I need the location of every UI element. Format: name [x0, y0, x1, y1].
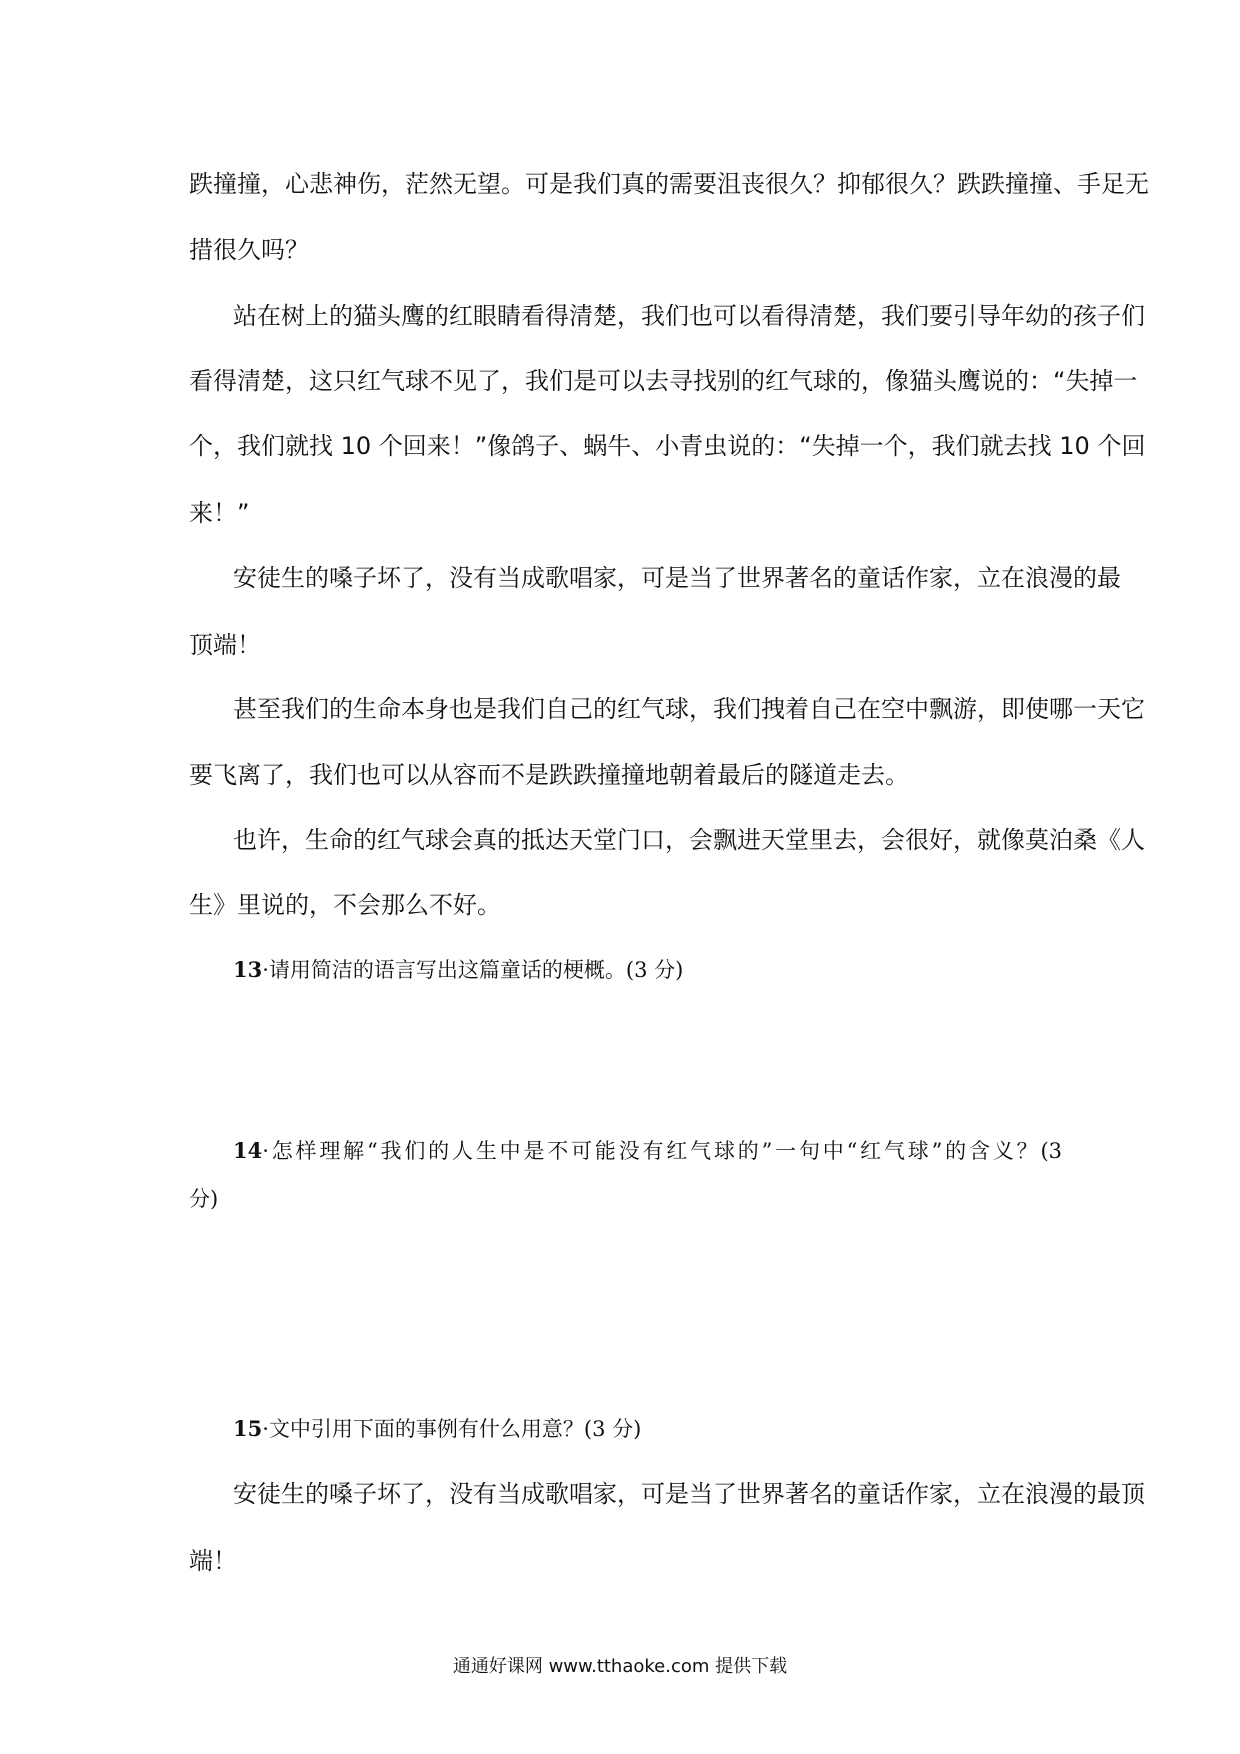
passage-line: 顶端！ [189, 631, 261, 659]
question-number: 13 [233, 957, 263, 982]
question-text: ·怎样理解“我们的人生中是不可能没有红气球的”一句中“红气球”的含义？(3 [262, 1139, 1062, 1163]
passage-line: 也许，生命的红气球会真的抵达天堂门口，会飘进天堂里去，会很好，就像莫泊桑《人 [233, 826, 1145, 854]
passage-line: 甚至我们的生命本身也是我们自己的红气球，我们拽着自己在空中飘游，即使哪一天它 [233, 695, 1145, 723]
passage-line: 安徒生的嗓子坏了，没有当成歌唱家，可是当了世界著名的童话作家，立在浪漫的最 [233, 564, 1121, 592]
passage-line: 措很久吗？ [189, 236, 309, 264]
question-text: 分) [189, 1187, 219, 1211]
question-number: 15 [233, 1416, 263, 1441]
passage-line: 看得清楚，这只红气球不见了，我们是可以去寻找别的红气球的，像猫头鹰说的：“失掉一 [189, 367, 1138, 395]
passage-line: 来！” [189, 499, 250, 527]
quote-line: 安徒生的嗓子坏了，没有当成歌唱家，可是当了世界著名的童话作家，立在浪漫的最顶 [233, 1480, 1145, 1508]
footer-watermark: 通通好课网 www.tthaoke.com 提供下载 [452, 1656, 788, 1677]
passage-line: 生》里说的，不会那么不好。 [189, 891, 501, 919]
passage-line: 跌撞撞，心悲神伤，茫然无望。可是我们真的需要沮丧很久？抑郁很久？跌跌撞撞、手足无 [189, 170, 1149, 198]
passage-line: 站在树上的猫头鹰的红眼睛看得清楚，我们也可以看得清楚，我们要引导年幼的孩子们 [233, 302, 1145, 330]
question-number: 14 [233, 1138, 263, 1163]
passage-line: 要飞离了，我们也可以从容而不是跌跌撞撞地朝着最后的隧道走去。 [189, 761, 909, 789]
quote-line: 端！ [189, 1547, 237, 1575]
question-text: ·文中引用下面的事例有什么用意？(3 分) [262, 1417, 642, 1441]
question-text: ·请用简洁的语言写出这篇童话的梗概。(3 分) [262, 958, 684, 982]
passage-line: 个，我们就找 10 个回来！”像鸽子、蜗牛、小青虫说的：“失掉一个，我们就去找 10 个回 [189, 432, 1146, 460]
